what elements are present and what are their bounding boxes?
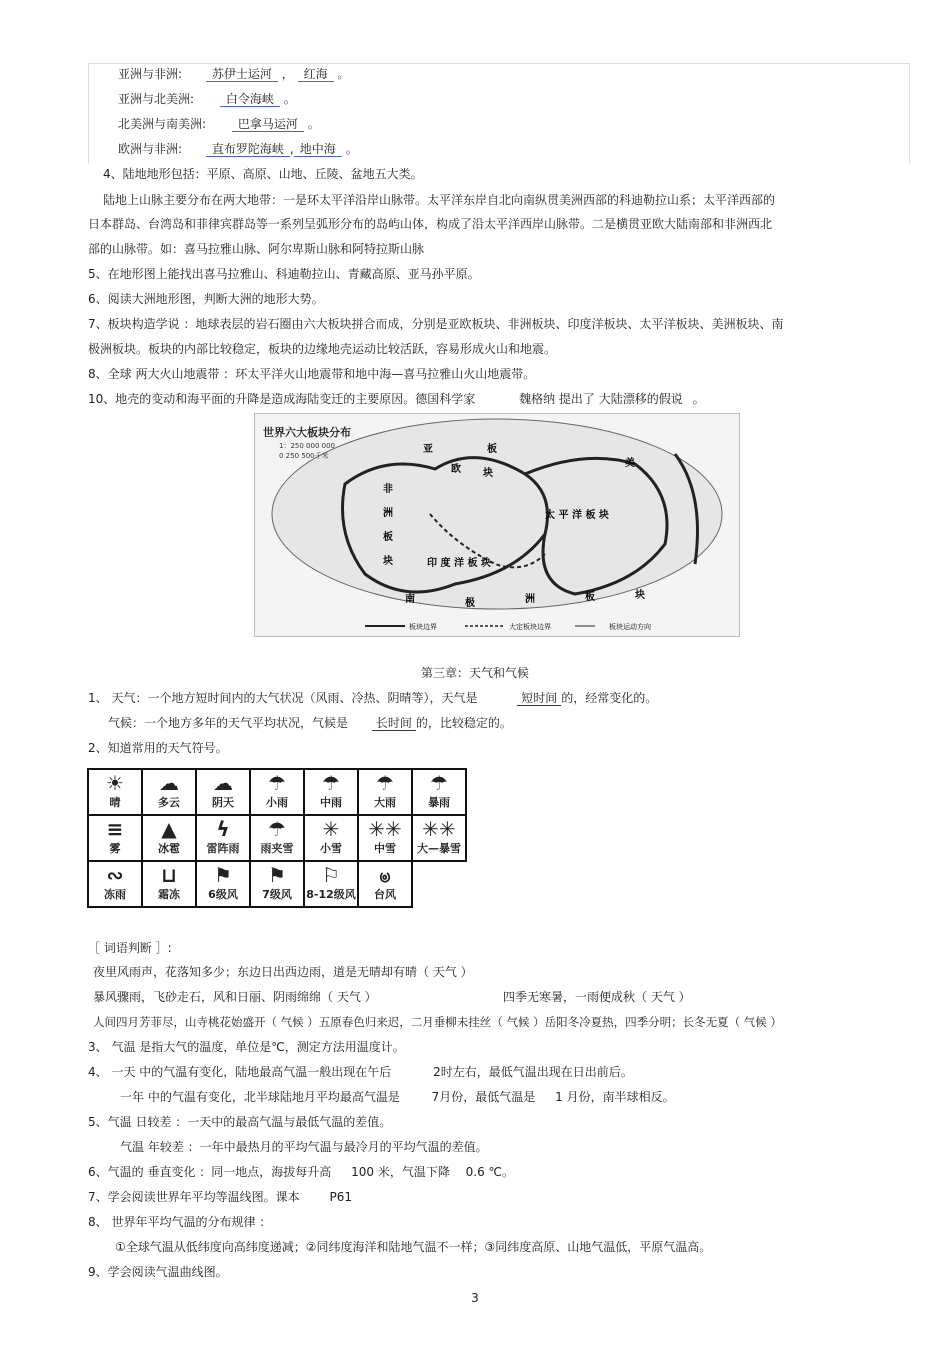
fog-icon: ≡ (106, 817, 124, 841)
symbol-label: 雾 (109, 842, 121, 855)
symbol-cell (196, 769, 250, 815)
typhoon-icon: ၑ (379, 863, 391, 887)
para-t8: 8、 世界年平均气温的分布规律 ： (88, 1215, 272, 1229)
symbol-label: 多云 (158, 796, 180, 809)
text: 7、学会阅读世界年平均等温线图。课本 (88, 1190, 300, 1204)
symbol-label: 中雨 (320, 796, 342, 809)
overcast-icon: ☁ (213, 771, 233, 795)
para-7b: 极洲板块。板块的内部比较稳定，板块的边缘地壳运动比较活跃，容易形成火山和地震。 (88, 342, 557, 356)
symbol-cell (250, 815, 304, 861)
map-scale: 1：250 000 000 (279, 442, 335, 450)
plate-label: 非 (383, 484, 393, 495)
symbol-label: 台风 (374, 888, 396, 901)
text: 2时左右，最低气温出现在日出前后。 (433, 1065, 633, 1079)
light-rain-icon: ☂ (268, 771, 286, 795)
text: 0.6 ℃。 (465, 1165, 515, 1179)
climate-def (108, 715, 512, 731)
heavy-snow-icon: ✳✳ (422, 817, 456, 841)
text: 100 米，气温下降 (351, 1165, 450, 1179)
symbol-cell (142, 815, 196, 861)
wind-7-icon: ⚑ (268, 863, 286, 887)
strait-label: 亚洲与非洲: (118, 67, 183, 81)
legend-text: 板块边界 (409, 623, 437, 631)
plate-label: 洲 (383, 508, 393, 519)
map-globe (272, 419, 722, 609)
judge-line-3: 人间四月芳菲尽，山寺桃花始盛开（ 气候 ）五原春色归来迟，二月垂柳未挂丝（ 气候 ）岳阳冬冷夏热，四季分明；长冬无夏（ 气候 ） (93, 1015, 782, 1029)
punct: 。 (337, 67, 350, 81)
strait-label: 欧洲与非洲: (118, 142, 183, 156)
answer: 长时间 (372, 716, 416, 731)
symbol-row (88, 815, 466, 861)
symbol-label: 阴天 (212, 796, 234, 809)
plate-label: 板 (383, 532, 393, 543)
moderate-snow-icon: ✳✳ (368, 817, 402, 841)
answer: 短时间 (517, 691, 561, 706)
symbol-cell (142, 861, 196, 907)
plate-label: 板 (585, 592, 595, 603)
symbol-label: 雷阵雨 (206, 842, 240, 855)
text: 的，比较稳定的。 (415, 716, 512, 730)
symbol-cell (142, 769, 196, 815)
symbol-cell (88, 769, 142, 815)
text: 1、 天气：一个地方短时间内的大气状况（风雨、冷热、阴晴等），天气是 (88, 691, 478, 705)
symbol-row (88, 769, 466, 815)
symbol-label: 8-12级风 (306, 888, 356, 901)
symbol-cell (250, 769, 304, 815)
symbol-cell (196, 861, 250, 907)
heavy-rain-icon: ☂ (376, 771, 394, 795)
symbol-label: 暴雨 (428, 796, 450, 809)
symbol-cell (412, 815, 466, 861)
symbol-cell (304, 861, 358, 907)
symbol-label: 冰雹 (158, 842, 180, 855)
strait-row-4 (118, 141, 358, 157)
para-t5b: 气温 年较差 ：一年中最热月的平均气温与最冷月的平均气温的差值。 (120, 1140, 488, 1154)
punct: 。 (345, 142, 358, 156)
para-t4b (120, 1089, 675, 1105)
plate-label: 块 (635, 590, 645, 601)
plate-label: 洲 (525, 594, 535, 605)
thunderstorm-icon: ϟ (216, 817, 230, 841)
symbol-cell (304, 769, 358, 815)
judge-line-2b: 四季无寒暑，一雨便成秋（ 天气 ） (503, 990, 691, 1004)
map-scale-ticks: 0 250 500千米 (279, 452, 329, 460)
wind-8-12-icon: ⚐ (322, 863, 340, 887)
text: P61 (329, 1190, 352, 1204)
plate-map (254, 413, 740, 637)
punct: ， (281, 67, 294, 81)
plate-label: 印 度 洋 板 块 (427, 558, 491, 569)
cloud-icon: ☁ (159, 771, 179, 795)
para-t4a (88, 1064, 633, 1080)
weather-symbols-table (87, 768, 467, 908)
plate-label: 亚 (423, 444, 433, 455)
strait-row-3 (118, 116, 320, 132)
judge-line-2a: 暴风骤雨，飞砂走石，风和日丽、阴雨绵绵（ 天气 ） (93, 990, 377, 1004)
legend-text: 板块运动方向 (609, 623, 651, 631)
moderate-rain-icon: ☂ (322, 771, 340, 795)
symbol-label: 雨夹雪 (260, 842, 294, 855)
text: 7月份，最低气温是 (431, 1090, 536, 1104)
sun-icon: ☀ (106, 771, 124, 795)
text: 魏格纳 提出了 大陆漂移的假说 (519, 392, 683, 406)
strait-row-2 (118, 91, 296, 107)
symbol-label: 晴 (109, 796, 121, 809)
mountain-line-2: 日本群岛、台湾岛和菲律宾群岛等一系列呈弧形分布的岛屿山体，构成了沿太平洋西岸山脉带。二是横贯亚欧大陆南部和非洲西北 (88, 217, 773, 231)
symbol-cell (88, 815, 142, 861)
para-6: 6、阅读大洲地形图，判断大洲的地形大势。 (88, 292, 324, 306)
symbol-cell (250, 861, 304, 907)
text: 一年 中的气温有变化，北半球陆地月平均最高气温是 (120, 1090, 400, 1104)
symbol-cell (412, 769, 466, 815)
page-number: 3 (471, 1291, 479, 1305)
plate-label: 南 (405, 594, 415, 605)
symbol-label: 大—暴雪 (417, 842, 461, 855)
text: 4、 一天 中的气温有变化，陆地最高气温一般出现在午后 (88, 1065, 392, 1079)
symbol-cell (358, 861, 412, 907)
symbol-label: 冻雨 (104, 888, 126, 901)
plate-label: 板 (487, 444, 497, 455)
punct: , (289, 142, 294, 156)
freezing-rain-icon: ∾ (106, 863, 124, 887)
mountain-line-3: 部的山脉带。如：喜马拉雅山脉、阿尔卑斯山脉和阿特拉斯山脉 (88, 242, 425, 256)
rainstorm-icon: ☂ (430, 771, 448, 795)
plate-label: 块 (383, 556, 393, 567)
para-10 (88, 391, 705, 407)
punct: 。 (307, 117, 320, 131)
para-t3: 3、 气温 是指大气的温度，单位是℃，测定方法用温度计。 (88, 1040, 405, 1054)
strait-label: 亚洲与北美洲: (118, 92, 195, 106)
punct: 。 (283, 92, 296, 106)
symbol-label: 大雨 (374, 796, 396, 809)
text: 6、气温的 垂直变化 ：同一地点，海拔每升高 (88, 1165, 332, 1179)
hail-icon: ▲ (161, 817, 177, 841)
judge-title: ［ 词语判断 ］: (88, 941, 172, 955)
para-4: 4、陆地地形包括：平原、高原、山地、丘陵、盆地五大类。 (103, 167, 423, 181)
strait-row-1 (118, 66, 349, 82)
text: 的，经常变化的。 (561, 691, 658, 705)
mountain-line-1: 陆地上山脉主要分布在两大地带：一是环太平洋沿岸山脉带。太平洋东岸自北向南纵贯美洲西部的科迪勒拉山系；太平洋西部的 (103, 193, 776, 207)
judge-line-1: 夜里风雨声，花落知多少；东边日出西边雨，道是无晴却有晴（ 天气 ） (93, 965, 473, 979)
para-t9: 9、学会阅读气温曲线图。 (88, 1265, 228, 1279)
para-8: 8、全球 两大火山地震带 ：环太平洋火山地震带和地中海—喜马拉雅山火山地震带。 (88, 367, 536, 381)
para-t6 (88, 1164, 514, 1180)
symbol-cell (358, 769, 412, 815)
plate-label: 太 平 洋 板 块 (545, 510, 609, 521)
symbol-label: 中雪 (374, 842, 396, 855)
text: 10、地壳的变动和海平面的升降是造成海陆变迁的主要原因。德国科学家 (88, 392, 476, 406)
text: 气候：一个地方多年的天气平均状况，气候是 (108, 716, 349, 730)
para-5: 5、在地形图上能找出喜马拉雅山、科迪勒拉山、青藏高原、亚马孙平原。 (88, 267, 480, 281)
light-snow-icon: ✳ (322, 817, 340, 841)
sleet-icon: ☂ (268, 817, 286, 841)
para-t5a: 5、气温 日较差 ：一天中的最高气温与最低气温的差值。 (88, 1115, 392, 1129)
para-t8b: ①全球气温从低纬度向高纬度递减；②同纬度海洋和陆地气温不一样；③同纬度高原、山地气温低，平原气温高。 (115, 1240, 712, 1254)
para-t7 (88, 1189, 352, 1205)
map-title: 世界六大板块分布 (263, 426, 351, 439)
symbol-label: 霜冻 (158, 888, 180, 901)
strait-answer: 巴拿马运河 (232, 117, 304, 132)
plate-label: 块 (483, 468, 493, 479)
plate-map-svg (255, 414, 739, 636)
strait-answer: 红海 (298, 67, 334, 82)
text: 1 月份，南半球相反。 (555, 1090, 675, 1104)
strait-answer: 白令海峡 (220, 92, 280, 107)
plate-label: 欧 (451, 464, 461, 475)
symbol-cell (358, 815, 412, 861)
plate-label: 极 (465, 598, 475, 609)
frost-icon: ⊔ (161, 863, 177, 887)
symbol-cell (304, 815, 358, 861)
wind-6-icon: ⚑ (214, 863, 232, 887)
symbol-label: 小雪 (320, 842, 342, 855)
strait-answer: 地中海 (294, 142, 342, 157)
symbol-label: 6级风 (208, 888, 238, 901)
weather-def (88, 690, 657, 706)
symbol-cell (196, 815, 250, 861)
strait-answer: 苏伊士运河 (206, 67, 278, 82)
text: 。 (692, 392, 705, 406)
symbol-label: 7级风 (262, 888, 292, 901)
symbol-row (88, 861, 466, 907)
strait-answer: 直布罗陀海峡 (206, 142, 290, 157)
para-7a: 7、板块构造学说 ：地球表层的岩石圈由六大板块拼合而成，分别是亚欧板块、非洲板块、印度洋板块、太平洋板块、美洲板块、南 (88, 317, 784, 331)
para-w2: 2、知道常用的天气符号。 (88, 741, 228, 755)
symbol-label: 小雨 (266, 796, 288, 809)
chapter-title: 第三章：天气和气候 (420, 666, 529, 680)
symbol-cell (88, 861, 142, 907)
plate-label: 美 (625, 458, 635, 469)
legend-text: 大定板块边界 (509, 623, 551, 631)
strait-label: 北美洲与南美洲: (118, 117, 207, 131)
empty-cell (412, 861, 466, 907)
